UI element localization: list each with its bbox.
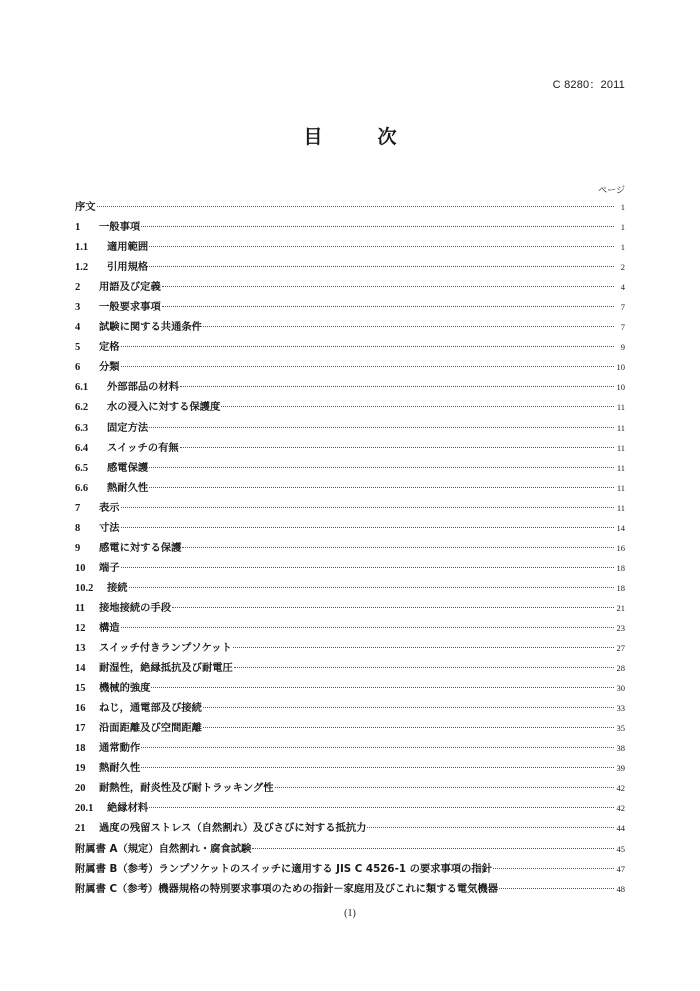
dot-leader [121,627,614,628]
toc-entry[interactable] [75,518,625,538]
toc-entry[interactable] [75,618,625,638]
toc-entry-number: 6 [75,362,81,374]
toc-entry-title: 試験に関する共通条件 [99,321,202,334]
toc-entry-title: 接続 [107,581,128,594]
toc-entry-title: 用語及び定義 [99,281,161,294]
toc-entry-number: 7 [75,502,81,514]
dot-leader [221,406,614,407]
toc-entry[interactable] [75,217,625,237]
toc-entry-number: 16 [75,703,86,715]
toc-entry-page: 23 [616,622,625,633]
toc-entry-title: 感電保護 [107,461,149,474]
toc-entry-title: 熱耐久性 [107,481,149,494]
dot-leader [162,286,614,287]
dot-leader [180,386,614,387]
toc-entry-number: 12 [75,622,86,634]
toc-entry-title: 機械的強度 [99,682,151,695]
toc-entry-number: 6.2 [75,402,89,414]
toc-entry-title: 序文 [75,201,96,213]
dot-leader [149,427,614,428]
toc-entry[interactable] [75,357,625,377]
toc-entry-number: 21 [75,823,86,835]
toc-entry[interactable] [75,397,625,417]
dot-leader [151,687,614,688]
toc-entry-title: 端子 [99,561,120,574]
toc-entry-title: 固定方法 [107,421,149,434]
toc-entry-title: 一般要求事項 [99,301,161,314]
toc-entry-title: 附属書 A（規定）自然割れ・腐食試験 [75,842,252,855]
dot-leader [149,246,614,247]
toc-entry-number: 3 [75,302,81,314]
toc-entry-page: 47 [616,863,625,874]
toc-entry-number: 19 [75,763,86,775]
toc-entry-number: 6.3 [75,422,89,434]
toc-entry-number: 6.5 [75,462,89,474]
dot-leader [499,888,614,889]
dot-leader [149,266,614,267]
dot-leader [203,707,614,708]
toc-entry-page: 11 [616,422,625,433]
dot-leader [121,366,614,367]
toc-entry-page: 28 [616,663,625,674]
toc-entry[interactable] [75,638,625,658]
toc-entry-page: 10 [616,362,625,373]
dot-leader [234,667,614,668]
toc-entry[interactable] [75,438,625,458]
dot-leader [121,346,614,347]
toc-entry-title: 感電に対する保護 [99,541,182,554]
toc-entry-page: 30 [616,683,625,694]
toc-entry-number: 10 [75,562,86,574]
toc-entry-page: 18 [616,582,625,593]
toc-entry-page: 2 [620,262,625,273]
toc-entry-page: 45 [616,843,625,854]
toc-entry-page: 44 [616,823,625,834]
toc-entry-page: 39 [616,763,625,774]
toc-entry-page: 14 [616,522,625,533]
toc-entry[interactable] [75,839,625,859]
toc-entry-number: 1.1 [75,242,89,254]
toc-entry-title: 通常動作 [99,742,141,755]
toc-entry-page: 27 [616,643,625,654]
toc-entry-title: 絶縁材料 [107,802,149,815]
toc-entry-number: 17 [75,723,86,735]
toc-entry-title: 適用範囲 [107,241,149,254]
toc-entry-page: 7 [620,302,625,313]
toc-entry-title: 寸法 [99,521,120,534]
toc-entry-page: 42 [616,803,625,814]
toc-entry-title: 熱耐久性 [99,762,141,775]
dot-leader [141,747,614,748]
toc-entry-page: 1 [620,222,625,233]
toc-entry-page: 42 [616,783,625,794]
dot-leader [182,547,614,548]
toc-entry[interactable] [75,758,625,778]
toc-entry-title: 定格 [99,341,120,354]
toc-entry[interactable] [75,879,625,899]
toc-entry[interactable] [75,798,625,818]
toc-entry[interactable] [75,558,625,578]
toc-entry-title: 耐湿性，絶縁抵抗及び耐電圧 [99,662,233,675]
toc-entry-number: 9 [75,542,81,554]
toc-entry-title: 接地接続の手段 [99,601,172,614]
toc-entry[interactable] [75,257,625,277]
dot-leader [180,447,614,448]
dot-leader [121,567,614,568]
toc-entry[interactable] [75,237,625,257]
dot-leader [149,487,614,488]
toc-entry-title: 外部部品の材料 [107,381,180,394]
toc-entry[interactable] [75,678,625,698]
dot-leader [141,767,614,768]
toc-entry[interactable] [75,658,625,678]
dot-leader [493,868,614,869]
toc-entry[interactable] [75,478,625,498]
toc-entry[interactable] [75,317,625,337]
toc-entry-title: ねじ，通電部及び接続 [99,702,202,715]
toc-entry-number: 20.1 [75,803,94,815]
dot-leader [203,326,614,327]
toc-entry[interactable] [75,778,625,798]
toc-entry-page: 7 [620,322,625,333]
toc-entry-title: スイッチ付きランプソケット [99,642,232,655]
toc-entry-number: 6.6 [75,482,89,494]
toc-entry[interactable] [75,718,625,738]
toc-entry-page: 9 [620,342,625,353]
toc-entry-number: 15 [75,683,86,695]
toc-entry[interactable] [75,418,625,438]
toc-entry-number: 4 [75,322,81,334]
toc-entry-page: 1 [620,202,625,212]
toc-entry-number: 14 [75,663,86,675]
dot-leader [252,848,614,849]
page-column-heading: ページ [598,186,625,196]
toc-entry-title: 水の浸入に対する保護度 [107,401,221,414]
toc-entry[interactable] [75,337,625,357]
toc-entry[interactable] [75,538,625,558]
toc-entry-title: 耐熱性，耐炎性及び耐トラッキング性 [99,782,274,795]
page-number: (1) [344,908,356,919]
toc-entry-page: 11 [616,462,625,473]
toc-entry-page: 10 [616,382,625,393]
toc-entry[interactable] [75,377,625,397]
dot-leader [203,727,614,728]
dot-leader [149,467,614,468]
toc-entry-title: スイッチの有無 [107,441,179,454]
toc-entry-number: 2 [75,282,81,294]
table-of-contents [75,197,625,899]
dot-leader [97,206,614,207]
dot-leader [172,607,614,608]
toc-entry[interactable] [75,698,625,718]
toc-entry[interactable] [75,498,625,518]
toc-entry-page: 4 [620,282,625,293]
toc-entry-page: 1 [620,242,625,253]
toc-entry-page: 48 [616,883,625,894]
toc-entry[interactable] [75,277,625,297]
toc-entry-page: 21 [616,602,625,613]
dot-leader [367,827,614,828]
toc-entry-number: 10.2 [75,582,94,594]
dot-leader [129,587,614,588]
toc-entry[interactable] [75,738,625,758]
toc-entry-number: 11 [75,602,85,614]
toc-entry-number: 6.4 [75,442,89,454]
toc-entry[interactable] [75,598,625,618]
dot-leader [121,527,614,528]
toc-entry-number: 8 [75,522,81,534]
toc-entry-page: 16 [616,542,625,553]
toc-entry-title: 一般事項 [99,221,141,234]
dot-leader [121,507,614,508]
toc-entry-page: 11 [616,482,625,493]
toc-entry-title: 沿面距離及び空間距離 [99,722,202,735]
toc-entry-title: 分類 [99,361,120,374]
toc-entry-title: 表示 [99,501,120,514]
toc-entry-title: 構造 [99,621,120,634]
toc-entry-title: 引用規格 [107,261,149,274]
toc-entry-title: 附属書 B（参考）ランプソケットのスイッチに適用する JIS C 4526-1 の要求事項の指針 [75,862,492,875]
page-title: 目 次 [303,126,415,148]
dot-leader [141,226,614,227]
toc-entry-number: 5 [75,342,81,354]
toc-entry[interactable] [75,578,625,598]
toc-entry-number: 20 [75,783,86,795]
toc-entry-title: 過度の残留ストレス（自然割れ）及びさびに対する抵抗力 [99,822,367,835]
toc-entry[interactable] [75,859,625,879]
toc-entry-number: 1.2 [75,262,89,274]
standard-code: C 8280：2011 [552,79,625,91]
toc-entry-page: 11 [616,402,625,413]
toc-entry[interactable] [75,297,625,317]
toc-entry-title: 附属書 C（参考）機器規格の特別要求事項のための指針－家庭用及びこれに類する電気機器 [75,882,499,895]
toc-entry[interactable] [75,458,625,478]
toc-entry-page: 11 [616,502,625,513]
dot-leader [149,807,614,808]
toc-entry[interactable] [75,818,625,838]
toc-entry-number: 1 [75,222,81,234]
toc-entry-number: 18 [75,743,86,755]
toc-entry-number: 6.1 [75,382,89,394]
toc-entry[interactable] [75,197,625,217]
dot-leader [275,787,614,788]
toc-entry-page: 18 [616,562,625,573]
toc-entry-number: 13 [75,643,86,655]
dot-leader [162,306,614,307]
dot-leader [233,647,614,648]
toc-entry-page: 11 [616,442,625,453]
toc-entry-page: 38 [616,743,625,754]
toc-entry-page: 33 [616,703,625,714]
toc-entry-page: 35 [616,723,625,734]
